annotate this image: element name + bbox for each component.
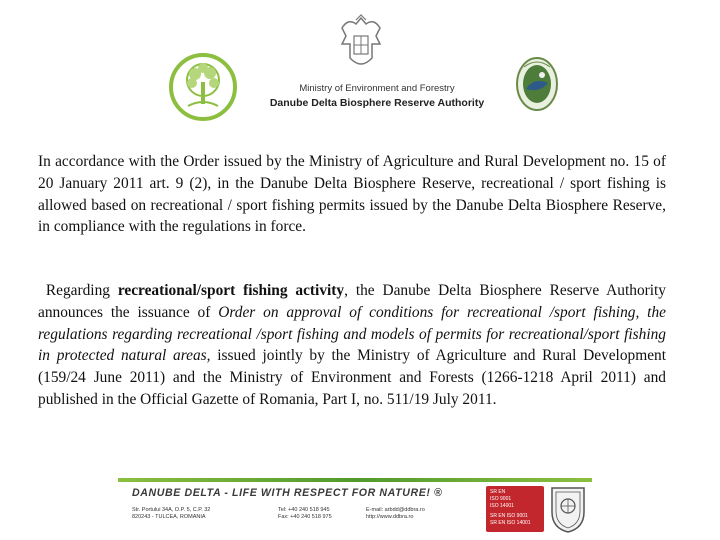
p2-mid: , the Danube Delta Biosphere Reserve Authority announces the issuance of: [38, 282, 667, 321]
cert-line-2: SR EN ISO 14001: [490, 520, 531, 526]
footer: [118, 478, 592, 536]
iso-line-2: ISO 9001: [490, 496, 512, 502]
bureau-veritas-seal-icon: [548, 482, 588, 534]
website-link[interactable]: http://www.ddbra.ro: [366, 514, 414, 520]
footer-contact: [366, 507, 425, 521]
email-address: E-mail: arbdd@ddbra.ro: [366, 507, 425, 513]
phone-number: Tel: +40 240 518 945: [278, 507, 330, 513]
authority-name: Danube Delta Biosphere Reserve Authority: [269, 97, 485, 109]
institution-header: [262, 82, 492, 110]
p2-italic: Order on approval of conditions for recreational /sport fishing, the regulations regarding recreational /sport fishing and models of permits for recreational/sport fishing in protected natural areas,: [38, 303, 666, 365]
iso-line-1: SR EN: [490, 489, 506, 495]
address-line-1: Str. Portului 34A, O.P. 5, C.P. 32: [132, 507, 211, 513]
romania-coat-of-arms-icon: [338, 14, 384, 74]
tree-logo-icon: [168, 52, 238, 122]
fax-number: Fax: +40 240 518 975: [278, 514, 332, 520]
footer-address: [132, 507, 210, 521]
ministry-name: Ministry of Environment and Forestry: [299, 83, 455, 94]
p2-lead: Regarding: [45, 282, 118, 299]
footer-phone: [278, 507, 332, 521]
address-line-2: 820243 - TULCEA, ROMANIA: [132, 514, 206, 520]
p2-bold: recreational/sport fishing activity: [117, 282, 345, 299]
p2-tail: issued jointly by the Ministry of Agriculture and Rural Development (159/24 June 2011) and the Ministry of Environment and Forests (1266-1218 April 2011) and published in the Official Gazette of Romania, Part I, no. 511/19 July 2011.: [38, 347, 666, 408]
biosphere-reserve-logo-icon: [514, 55, 560, 113]
cert-line-1: SR EN ISO 9001: [490, 513, 528, 519]
footer-slogan: DANUBE DELTA - LIFE WITH RESPECT FOR NATURE! ®: [132, 487, 443, 499]
paragraph-announcement: [38, 280, 666, 411]
iso-certification-badge: [486, 486, 544, 532]
iso-line-3: ISO 14001: [490, 503, 514, 509]
footer-rule: [118, 478, 592, 482]
paragraph-order: In accordance with the Order issued by the Ministry of Agriculture and Rural Development no. 15 of 20 January 2011 art. 9 (2), in the Danube Delta Biosphere Reserve, recreational / sport fishing is allowed based on recreational / sport fishing permits issued by the Danube Delta Biosphere Reserve, in compliance with the regulations in force.: [38, 153, 666, 236]
